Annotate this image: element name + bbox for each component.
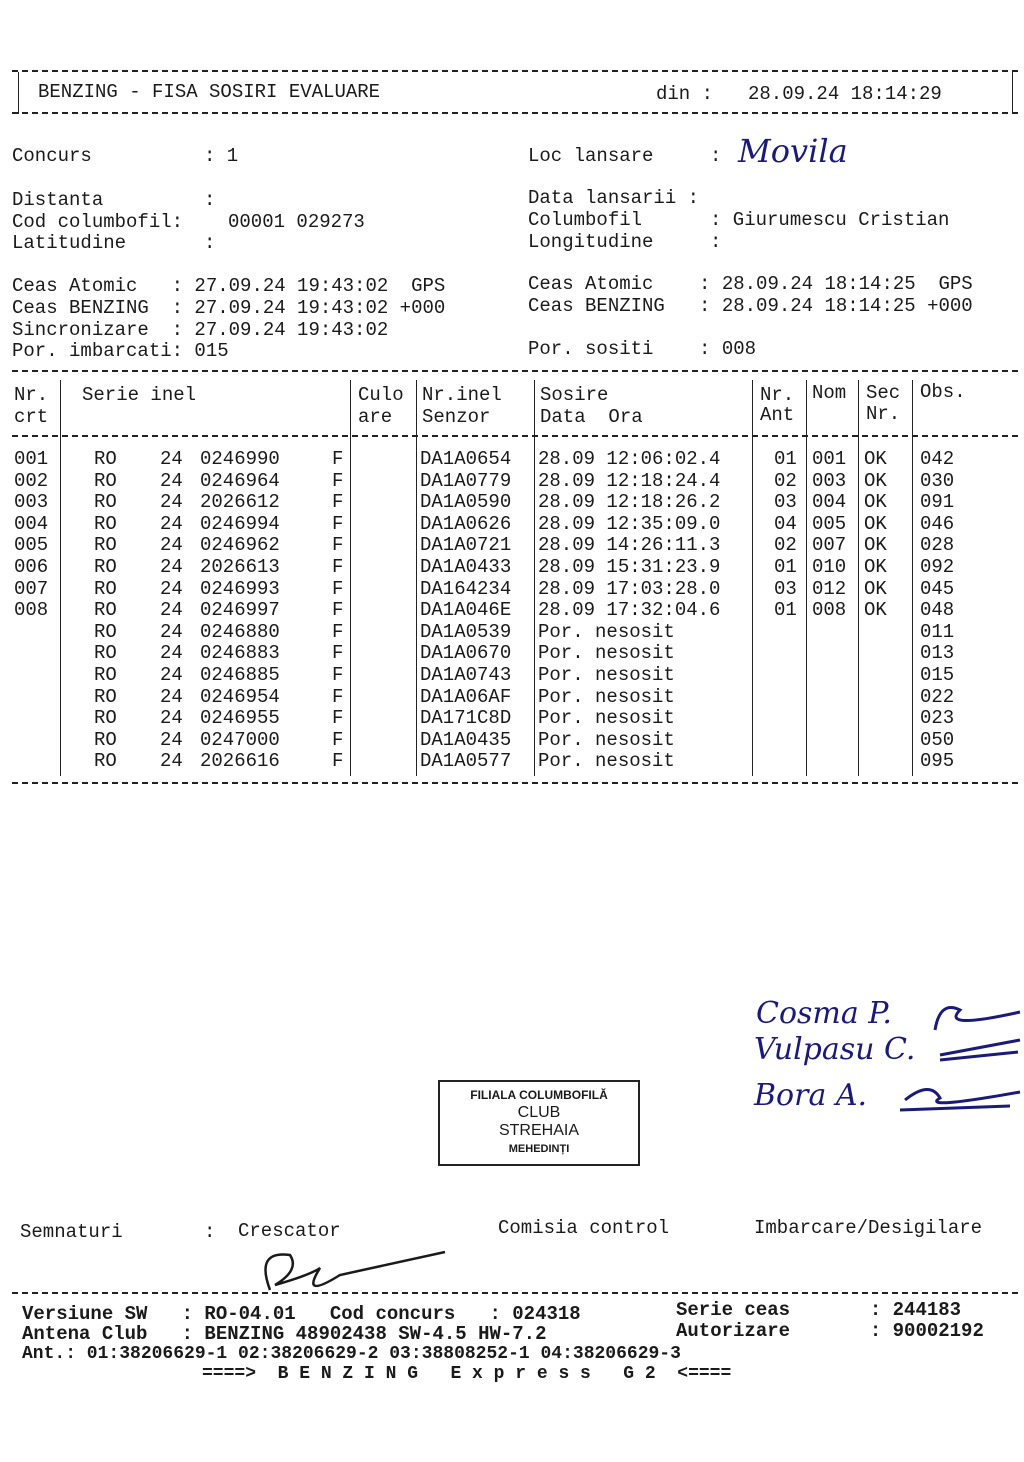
header-senzor-2: Senzor bbox=[422, 406, 491, 428]
row-ring-number: 0246880 bbox=[200, 620, 280, 643]
row-sensor: DA1A0779 bbox=[420, 469, 512, 492]
loc-lansare-label: Loc lansare bbox=[528, 145, 654, 167]
row-nr-crt: 001 bbox=[14, 448, 49, 470]
row-obs: 095 bbox=[920, 750, 955, 773]
row-sex: F bbox=[332, 512, 344, 535]
row-obs: 011 bbox=[920, 620, 955, 643]
row-nom: 005 bbox=[812, 512, 847, 535]
row-year: 24 bbox=[160, 534, 183, 557]
data-lansarii-label: Data lansarii : bbox=[528, 187, 700, 209]
row-arrival: Por. nesosit bbox=[538, 707, 675, 730]
row-antenna: 03 bbox=[774, 491, 797, 514]
porumbei-sositi: Por. sositi : 008 bbox=[528, 338, 757, 360]
row-sec: OK bbox=[864, 556, 887, 578]
row-nr-crt: 007 bbox=[14, 577, 49, 600]
header-culoare-2: are bbox=[358, 406, 393, 428]
report-title: BENZING - FISA SOSIRI EVALUARE bbox=[38, 81, 381, 103]
distanta-label: Distanta bbox=[12, 189, 104, 211]
row-country: RO bbox=[94, 728, 117, 751]
row-ring-number: 2026612 bbox=[200, 491, 280, 514]
row-antenna: 04 bbox=[774, 512, 797, 535]
row-sensor: DA1A0539 bbox=[420, 620, 512, 643]
row-ring-number: 0247000 bbox=[200, 728, 280, 751]
concurs-label: Concurs bbox=[12, 145, 92, 167]
row-sex: F bbox=[332, 642, 344, 665]
row-arrival: 28.09 15:31:23.9 bbox=[538, 556, 721, 578]
row-arrival: Por. nesosit bbox=[538, 728, 675, 751]
row-sensor: DA1A0670 bbox=[420, 642, 512, 665]
row-sex: F bbox=[332, 469, 344, 492]
row-ring-number: 0246883 bbox=[200, 642, 280, 665]
row-nr-crt: 008 bbox=[14, 599, 49, 622]
row-sensor: DA1A0577 bbox=[420, 750, 512, 773]
ceas-benzing-end: Ceas BENZING : 28.09.24 18:14:25 +000 bbox=[528, 295, 973, 317]
row-nom: 003 bbox=[812, 469, 847, 492]
row-year: 24 bbox=[160, 728, 183, 751]
concurs-value: : 1 bbox=[204, 145, 239, 167]
row-obs: 042 bbox=[920, 448, 955, 470]
row-arrival: 28.09 12:35:09.0 bbox=[538, 512, 721, 535]
row-sex: F bbox=[332, 728, 344, 751]
row-sec: OK bbox=[864, 512, 887, 535]
row-year: 24 bbox=[160, 448, 183, 470]
row-obs: 023 bbox=[920, 707, 955, 730]
row-ring-number: 0246962 bbox=[200, 534, 280, 557]
header-sec-1: Sec bbox=[866, 382, 901, 404]
signatures-colon: : bbox=[204, 1221, 216, 1243]
row-nr-crt: 005 bbox=[14, 534, 49, 557]
commission-name-3: Bora A. bbox=[754, 1078, 868, 1113]
row-sensor: DA1A046E bbox=[420, 599, 512, 622]
row-country: RO bbox=[94, 556, 117, 578]
row-year: 24 bbox=[160, 556, 183, 578]
row-year: 24 bbox=[160, 642, 183, 665]
row-ring-number: 0246993 bbox=[200, 577, 280, 600]
row-arrival: 28.09 14:26:11.3 bbox=[538, 534, 721, 557]
loc-lansare-value: Movila bbox=[738, 132, 848, 170]
header-sec-2: Nr. bbox=[866, 403, 901, 425]
row-nom: 012 bbox=[812, 577, 847, 600]
row-sensor: DA1A0433 bbox=[420, 556, 512, 578]
row-sec: OK bbox=[864, 491, 887, 514]
row-arrival: Por. nesosit bbox=[538, 685, 675, 708]
row-nr-crt: 004 bbox=[14, 512, 49, 535]
row-arrival: 28.09 12:06:02.4 bbox=[538, 448, 721, 470]
row-obs: 048 bbox=[920, 599, 955, 622]
row-country: RO bbox=[94, 469, 117, 492]
row-year: 24 bbox=[160, 707, 183, 730]
row-country: RO bbox=[94, 685, 117, 708]
footer-serie-ceas: Serie ceas : 244183 bbox=[676, 1299, 962, 1321]
row-sensor: DA1A0435 bbox=[420, 728, 512, 751]
row-year: 24 bbox=[160, 685, 183, 708]
row-obs: 091 bbox=[920, 491, 955, 514]
row-year: 24 bbox=[160, 750, 183, 773]
header-serie-inel: Serie inel bbox=[82, 384, 197, 406]
row-ring-number: 0246954 bbox=[200, 685, 280, 708]
header-nom: Nom bbox=[812, 382, 847, 404]
signatures-label: Semnaturi bbox=[20, 1221, 123, 1243]
ceas-atomic-start: Ceas Atomic : 27.09.24 19:43:02 GPS bbox=[12, 275, 446, 297]
row-antenna: 01 bbox=[774, 556, 797, 578]
stamp-line-2: CLUB bbox=[517, 1104, 561, 1121]
row-ring-number: 0246964 bbox=[200, 469, 280, 492]
row-arrival: Por. nesosit bbox=[538, 642, 675, 665]
signature-crescator: Crescator bbox=[238, 1220, 341, 1242]
row-sex: F bbox=[332, 707, 344, 730]
row-sensor: DA164234 bbox=[420, 577, 512, 600]
header-sosire-1: Sosire bbox=[540, 384, 609, 406]
row-sensor: DA1A0654 bbox=[420, 448, 512, 470]
cod-columbofil-label: Cod columbofil: bbox=[12, 211, 184, 233]
row-sec: OK bbox=[864, 577, 887, 600]
stamp-line-1: FILIALA COLUMBOFILĂ bbox=[470, 1088, 608, 1102]
row-ring-number: 0246997 bbox=[200, 599, 280, 622]
commission-name-2: Vulpasu C. bbox=[754, 1032, 916, 1067]
report-date-label: din : bbox=[656, 83, 714, 105]
row-year: 24 bbox=[160, 664, 183, 686]
ceas-benzing-start: Ceas BENZING : 27.09.24 19:43:02 +000 bbox=[12, 297, 446, 319]
distanta-colon: : bbox=[204, 189, 216, 211]
header-antena-1: Nr. bbox=[760, 384, 795, 406]
row-arrival: 28.09 17:03:28.0 bbox=[538, 577, 721, 600]
row-sensor: DA171C8D bbox=[420, 707, 512, 730]
row-country: RO bbox=[94, 642, 117, 665]
row-sex: F bbox=[332, 448, 344, 470]
porumbei-imbarcati: Por. imbarcati: 015 bbox=[12, 340, 229, 362]
row-country: RO bbox=[94, 491, 117, 514]
row-arrival: Por. nesosit bbox=[538, 620, 675, 643]
row-year: 24 bbox=[160, 469, 183, 492]
row-year: 24 bbox=[160, 599, 183, 622]
header-obs: Obs. bbox=[920, 381, 966, 403]
row-antenna: 01 bbox=[774, 599, 797, 622]
columbofil-label: Columbofil bbox=[528, 209, 643, 231]
row-nom: 001 bbox=[812, 448, 847, 470]
header-nr-crt-1: Nr. bbox=[14, 384, 49, 406]
signature-imbarcare: Imbarcare/Desigilare bbox=[754, 1217, 983, 1239]
row-obs: 013 bbox=[920, 642, 955, 665]
row-ring-number: 0246955 bbox=[200, 707, 280, 730]
row-year: 24 bbox=[160, 577, 183, 600]
row-arrival: 28.09 12:18:26.2 bbox=[538, 491, 721, 514]
footer-autorizare: Autorizare : 90002192 bbox=[676, 1320, 984, 1342]
row-sec: OK bbox=[864, 599, 887, 622]
row-antenna: 02 bbox=[774, 534, 797, 557]
footer-express: ====> B E N Z I N G E x p r e s s G 2 <==== bbox=[202, 1364, 732, 1384]
row-sex: F bbox=[332, 685, 344, 708]
row-sensor: DA1A0743 bbox=[420, 664, 512, 686]
row-ring-number: 0246990 bbox=[200, 448, 280, 470]
longitudine-label: Longitudine bbox=[528, 231, 654, 253]
report-date: 28.09.24 18:14:29 bbox=[748, 83, 942, 105]
cod-columbofil-value: 00001 029273 bbox=[228, 211, 365, 233]
row-sex: F bbox=[332, 577, 344, 600]
row-country: RO bbox=[94, 577, 117, 600]
row-year: 24 bbox=[160, 620, 183, 643]
row-country: RO bbox=[94, 620, 117, 643]
row-antenna: 02 bbox=[774, 469, 797, 492]
footer-antena: Antena Club : BENZING 48902438 SW-4.5 HW-7.2 bbox=[22, 1323, 547, 1345]
row-sensor: DA1A06AF bbox=[420, 685, 512, 708]
signature-comisia: Comisia control bbox=[498, 1217, 670, 1239]
row-arrival: 28.09 17:32:04.6 bbox=[538, 599, 721, 622]
row-sec: OK bbox=[864, 534, 887, 557]
sincronizare: Sincronizare : 27.09.24 19:43:02 bbox=[12, 319, 389, 341]
ceas-atomic-end: Ceas Atomic : 28.09.24 18:14:25 GPS bbox=[528, 273, 973, 295]
header-nr-crt-2: crt bbox=[14, 406, 49, 428]
row-nr-crt: 003 bbox=[14, 491, 49, 514]
stamp-line-3: STREHAIA bbox=[498, 1122, 579, 1139]
row-obs: 046 bbox=[920, 512, 955, 535]
latitudine-colon: : bbox=[204, 232, 216, 254]
header-culoare-1: Culo bbox=[358, 384, 404, 406]
row-obs: 092 bbox=[920, 556, 955, 578]
row-obs: 022 bbox=[920, 685, 955, 708]
row-ring-number: 0246994 bbox=[200, 512, 280, 535]
row-sensor: DA1A0721 bbox=[420, 534, 512, 557]
footer-antenna-list: Ant.: 01:38206629-1 02:38206629-2 03:38808252-1 04:38206629-3 bbox=[22, 1344, 681, 1364]
row-country: RO bbox=[94, 707, 117, 730]
row-sensor: DA1A0590 bbox=[420, 491, 512, 514]
latitudine-label: Latitudine bbox=[12, 232, 127, 254]
header-senzor-1: Nr.inel bbox=[422, 384, 502, 406]
stamp-line-4: MEHEDINȚI bbox=[508, 1143, 570, 1155]
row-sensor: DA1A0626 bbox=[420, 512, 512, 535]
row-nom: 004 bbox=[812, 491, 847, 514]
loc-lansare-colon: : bbox=[710, 145, 722, 167]
row-sex: F bbox=[332, 599, 344, 622]
row-sec: OK bbox=[864, 448, 887, 470]
row-ring-number: 2026616 bbox=[200, 750, 280, 773]
row-country: RO bbox=[94, 534, 117, 557]
row-sex: F bbox=[332, 620, 344, 643]
row-ring-number: 2026613 bbox=[200, 556, 280, 578]
row-ring-number: 0246885 bbox=[200, 664, 280, 686]
row-sex: F bbox=[332, 491, 344, 514]
row-antenna: 03 bbox=[774, 577, 797, 600]
row-arrival: 28.09 12:18:24.4 bbox=[538, 469, 721, 492]
row-country: RO bbox=[94, 512, 117, 535]
row-sec: OK bbox=[864, 469, 887, 492]
longitudine-colon: : bbox=[710, 231, 722, 253]
row-nr-crt: 002 bbox=[14, 469, 49, 492]
commission-name-1: Cosma P. bbox=[756, 996, 892, 1031]
header-antena-2: Ant bbox=[760, 404, 795, 426]
row-obs: 045 bbox=[920, 577, 955, 600]
columbofil-value: : Giurumescu Cristian bbox=[710, 209, 950, 231]
row-sex: F bbox=[332, 556, 344, 578]
row-nom: 008 bbox=[812, 599, 847, 622]
row-obs: 028 bbox=[920, 534, 955, 557]
header-sosire-2: Data Ora bbox=[540, 406, 643, 428]
row-arrival: Por. nesosit bbox=[538, 664, 675, 686]
row-obs: 015 bbox=[920, 664, 955, 686]
row-country: RO bbox=[94, 599, 117, 622]
row-sex: F bbox=[332, 750, 344, 773]
row-country: RO bbox=[94, 750, 117, 773]
row-country: RO bbox=[94, 448, 117, 470]
row-sex: F bbox=[332, 664, 344, 686]
row-year: 24 bbox=[160, 512, 183, 535]
row-obs: 030 bbox=[920, 469, 955, 492]
row-nr-crt: 006 bbox=[14, 556, 49, 578]
row-antenna: 01 bbox=[774, 448, 797, 470]
row-year: 24 bbox=[160, 491, 183, 514]
row-obs: 050 bbox=[920, 728, 955, 751]
footer-top-rule bbox=[12, 1292, 1018, 1294]
row-country: RO bbox=[94, 664, 117, 686]
row-sex: F bbox=[332, 534, 344, 557]
row-nom: 007 bbox=[812, 534, 847, 557]
row-nom: 010 bbox=[812, 556, 847, 578]
row-arrival: Por. nesosit bbox=[538, 750, 675, 773]
footer-versiune: Versiune SW : RO-04.01 Cod concurs : 024318 bbox=[22, 1303, 581, 1325]
